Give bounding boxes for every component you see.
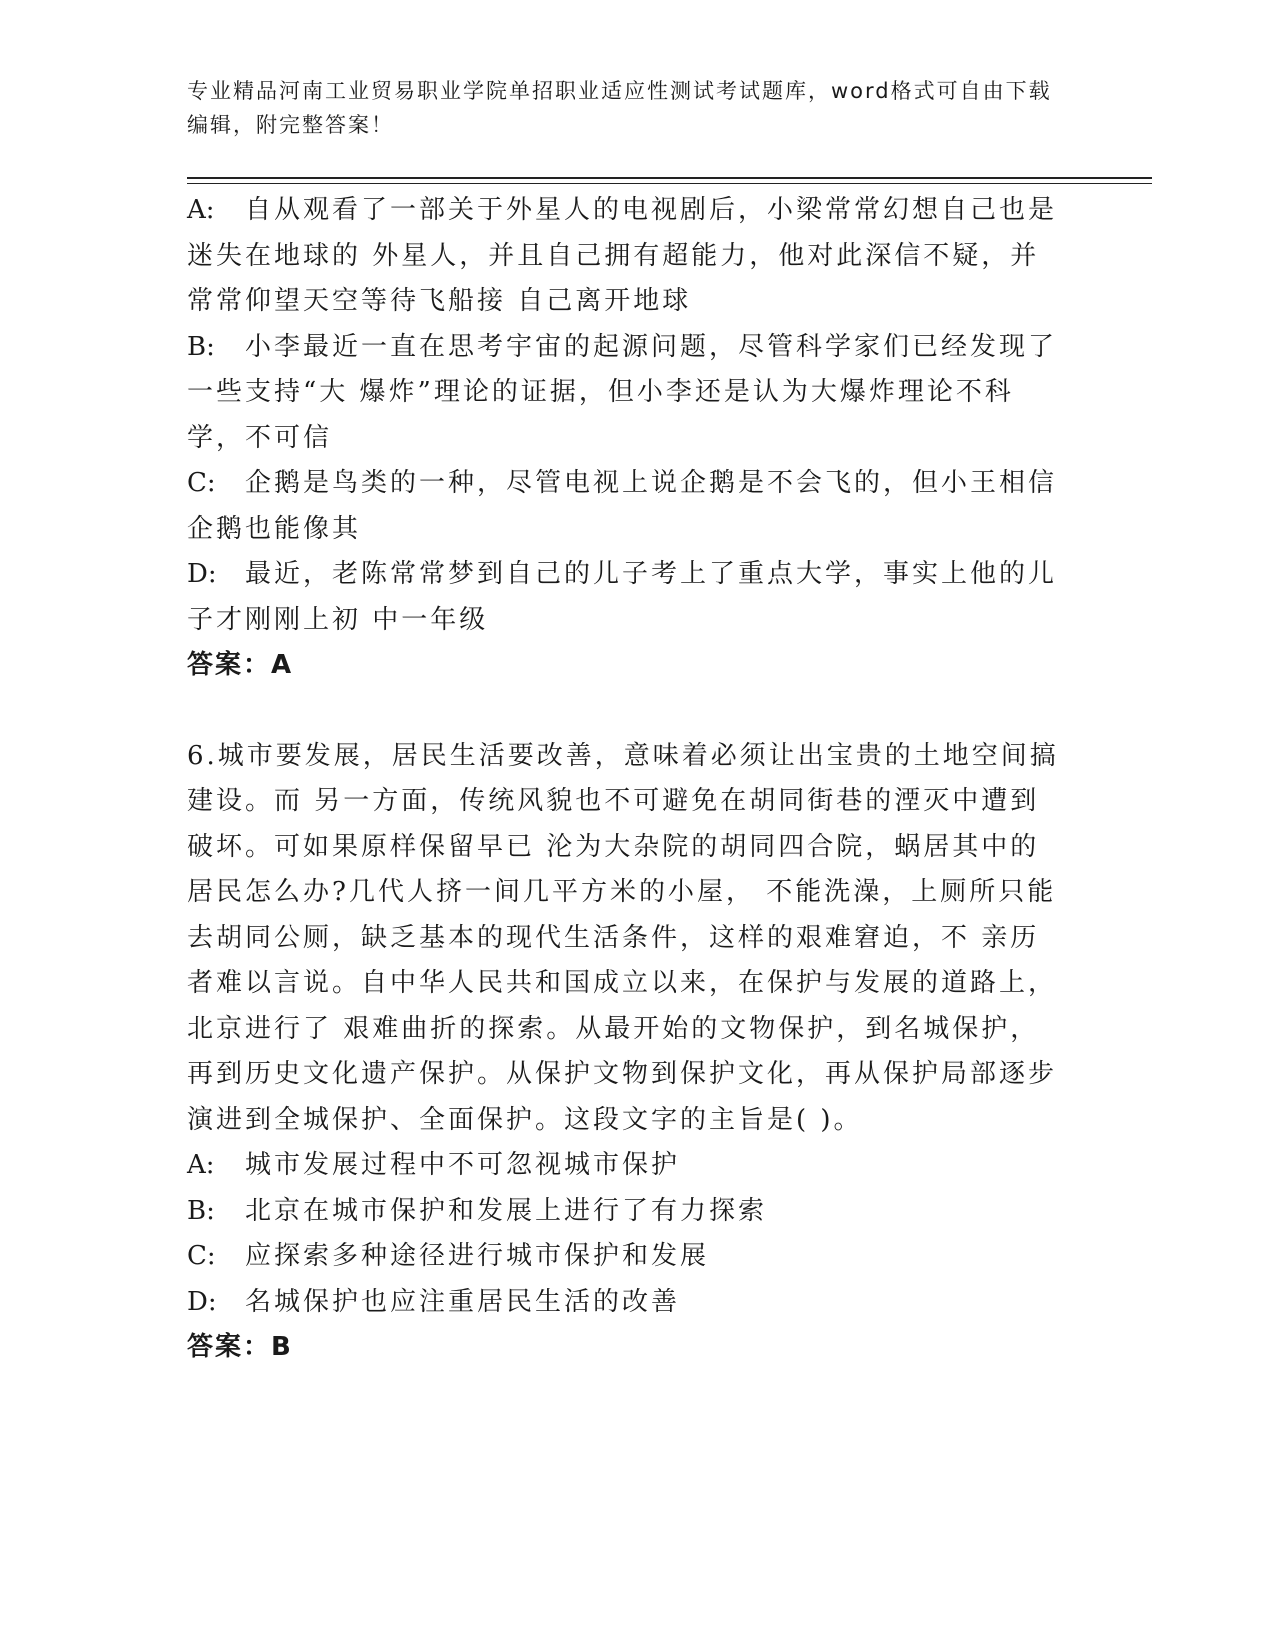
option-text: 城市发展过程中不可忽视城市保护 — [245, 1150, 681, 1180]
option-key: A: — [187, 1150, 215, 1180]
option-key: A: — [187, 195, 215, 225]
option-text: 小李最近一直在思考宇宙的起源问题，尽管科学家们已经发现了一些支持“大 爆炸”理论的证据，但小李还是认为大爆炸理论不科学，不可信 — [187, 331, 1058, 453]
page-header — [187, 74, 1067, 142]
option-a — [187, 188, 1067, 325]
option-key: D: — [187, 1286, 217, 1317]
question-stem: 6.城市要发展，居民生活要改善，意味着必须让出宝贵的土地空间搞建设。而 另一方面，传统风貌也不可避免在胡同街巷的湮灭中遭到破坏。可如果原样保留早已 沦为大杂院的胡同四合院，蜗居其中的居民怎么办?几代人挤一间几平方米的小屋， 不能洗澡，上厕所只能去胡同公厕，缺乏基本的现代生活条件，这样的艰难窘迫，不 亲历者难以言说。自中华人民共和国成立以来，在保护与发展的道路上，北京进行了 艰难曲折的探索。从最开始的文物保护，到名城保护，再到历史文化遗产保护。从保护文物到保护文化，再从保护局部逐步演进到全城保护、全面保护。这段文字的主旨是( )。 — [187, 740, 1059, 1135]
option-c — [187, 461, 1067, 552]
option-text: 企鹅是鸟类的一种，尽管电视上说企鹅是不会飞的，但小王相信企鹅也能像其 — [187, 468, 1058, 544]
option-b — [187, 325, 1067, 462]
option-text: 自从观看了一部关于外星人的电视剧后，小梁常常幻想自己也是迷失在地球的 外星人，并且自己拥有超能力，他对此深信不疑，并常常仰望天空等待飞船接 自己离开地球 — [187, 195, 1058, 316]
option-b — [187, 1189, 1067, 1235]
answer-line: 答案：A — [187, 650, 294, 680]
question-6 — [187, 734, 1067, 1371]
option-text: 应探索多种途径进行城市保护和发展 — [245, 1241, 710, 1271]
spacer — [187, 689, 1067, 734]
option-d — [187, 1280, 1067, 1326]
option-text: 名城保护也应注重居民生活的改善 — [245, 1286, 681, 1317]
option-key: C: — [187, 468, 216, 498]
option-d — [187, 552, 1067, 643]
header-text: 专业精品河南工业贸易职业学院单招职业适应性测试考试题库，word格式可自由下载编辑，附完整答案！ — [187, 79, 1052, 137]
option-c — [187, 1234, 1067, 1280]
answer-line: 答案：B — [187, 1332, 293, 1362]
option-key: C: — [187, 1241, 216, 1271]
header-divider-thin — [187, 183, 1152, 184]
header-divider-thick — [187, 177, 1152, 179]
document-body — [187, 188, 1067, 1371]
option-a — [187, 1143, 1067, 1189]
question-5 — [187, 188, 1067, 689]
option-text: 北京在城市保护和发展上进行了有力探索 — [245, 1195, 768, 1226]
option-key: B: — [187, 331, 215, 362]
option-key: B: — [187, 1195, 215, 1226]
option-key: D: — [187, 559, 217, 589]
option-text: 最近，老陈常常梦到自己的儿子考上了重点大学，事实上他的儿子才刚刚上初 中一年级 — [187, 559, 1058, 635]
